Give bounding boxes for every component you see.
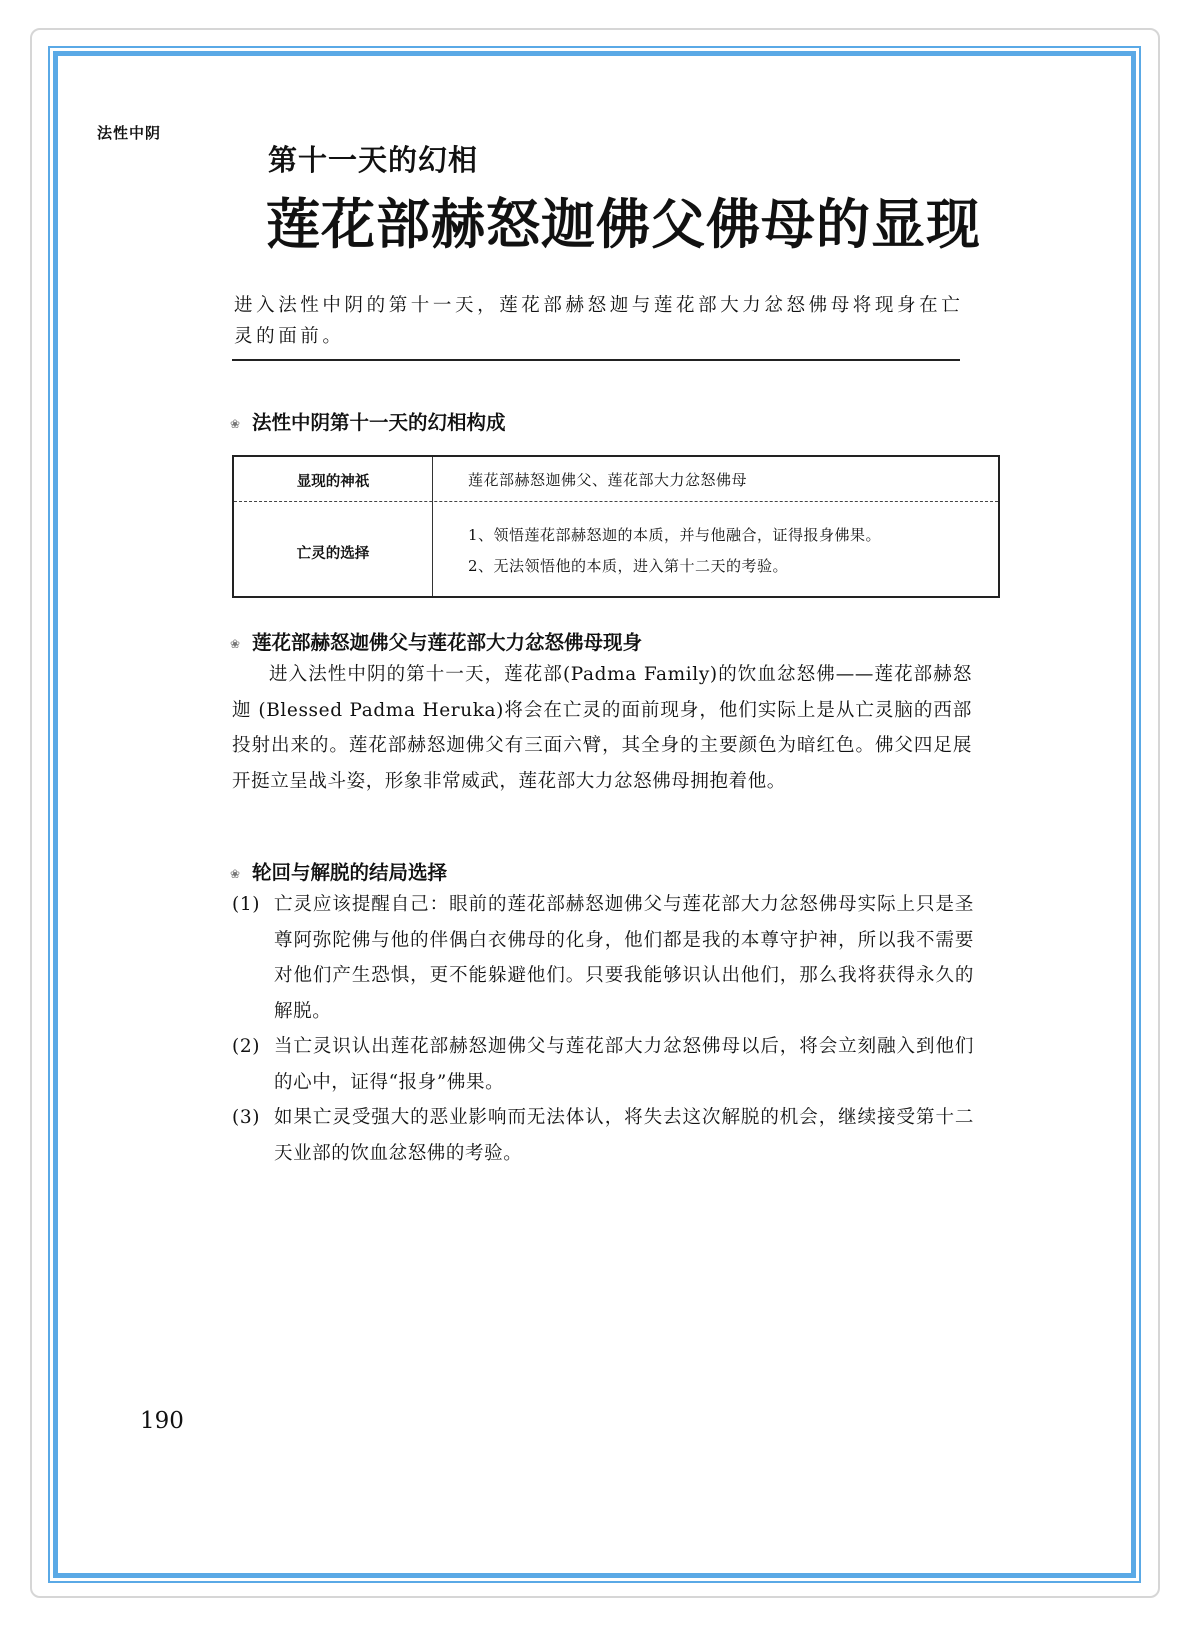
- flower-bullet-icon: ❀: [230, 866, 241, 881]
- table-cell: 1、领悟莲花部赫怒迦的本质，并与他融合，证得报身佛果。: [468, 526, 882, 544]
- list-item-number: (3): [232, 1107, 261, 1128]
- running-head: 法性中阴: [97, 124, 162, 142]
- table-cell: 2、无法领悟他的本质，进入第十二天的考验。: [468, 557, 789, 575]
- list-item-text: 如果亡灵受强大的恶业影响而无法体认，将失去这次解脱的机会，继续接受第十二天业部的饮血忿怒佛的考验。: [274, 1107, 974, 1164]
- chapter-title: 莲花部赫怒迦佛父佛母的显现: [266, 192, 981, 256]
- section-heading: [230, 857, 447, 885]
- list-item-text: 亡灵应该提醒自己：眼前的莲花部赫怒迦佛父与莲花部大力忿怒佛母实际上只是圣尊阿弥陀佛与他的伴偶白衣佛母的化身，他们都是我的本尊守护神，所以我不需要对他们产生恐惧，更不能躲避他们。只要我能够识认出他们，那么我将获得永久的解脱。: [274, 894, 974, 1022]
- section-heading-text: 轮回与解脱的结局选择: [252, 861, 448, 884]
- section-heading-text: 法性中阴第十一天的幻相构成: [252, 411, 506, 434]
- list-item: [232, 1029, 974, 1100]
- flower-bullet-icon: ❀: [230, 636, 241, 651]
- list-item: [232, 1100, 974, 1171]
- list-item-text: 当亡灵识认出莲花部赫怒迦佛父与莲花部大力忿怒佛母以后，将会立刻融入到他们的心中，证得“报身”佛果。: [274, 1036, 974, 1093]
- flower-bullet-icon: ❀: [230, 416, 241, 431]
- table-column-divider: [432, 457, 433, 596]
- section-heading-text: 莲花部赫怒迦佛父与莲花部大力忿怒佛母现身: [252, 631, 643, 654]
- table-row-label: 亡灵的选择: [296, 546, 370, 562]
- choice-list: [232, 887, 974, 1171]
- list-item-number: (1): [232, 894, 261, 915]
- table-row-divider: [234, 501, 998, 502]
- table-cell: 莲花部赫怒迦佛父、莲花部大力忿怒佛母: [468, 471, 748, 489]
- chapter-subtitle: 第十一天的幻相: [268, 143, 479, 177]
- section-heading: [230, 407, 506, 435]
- page-frame-inner: [53, 51, 1136, 1578]
- list-item-number: (2): [232, 1036, 261, 1057]
- summary-table: [232, 455, 1000, 598]
- list-item: [232, 887, 974, 1029]
- intro-text: 进入法性中阴的第十一天，莲花部赫怒迦与莲花部大力忿怒佛母将现身在亡灵的面前。: [234, 295, 964, 347]
- body-paragraph-text: 进入法性中阴的第十一天，莲花部(Padma Family)的饮血忿怒佛——莲花部赫怒迦 (Blessed Padma Heruka)将会在亡灵的面前现身，他们实际上是从亡灵脑的西部投射出来的。莲花部赫怒迦佛父有三面六臂，其全身的主要颜色为暗红色。佛父四足展开挺立呈战斗姿，形象非常威武，莲花部大力忿怒佛母拥抱着他。: [232, 664, 972, 792]
- section-heading: [230, 627, 642, 655]
- divider-rule: [232, 359, 960, 361]
- body-paragraph: [232, 657, 972, 799]
- table-row-label: 显现的神祇: [296, 474, 370, 490]
- page-number: 190: [140, 1408, 184, 1434]
